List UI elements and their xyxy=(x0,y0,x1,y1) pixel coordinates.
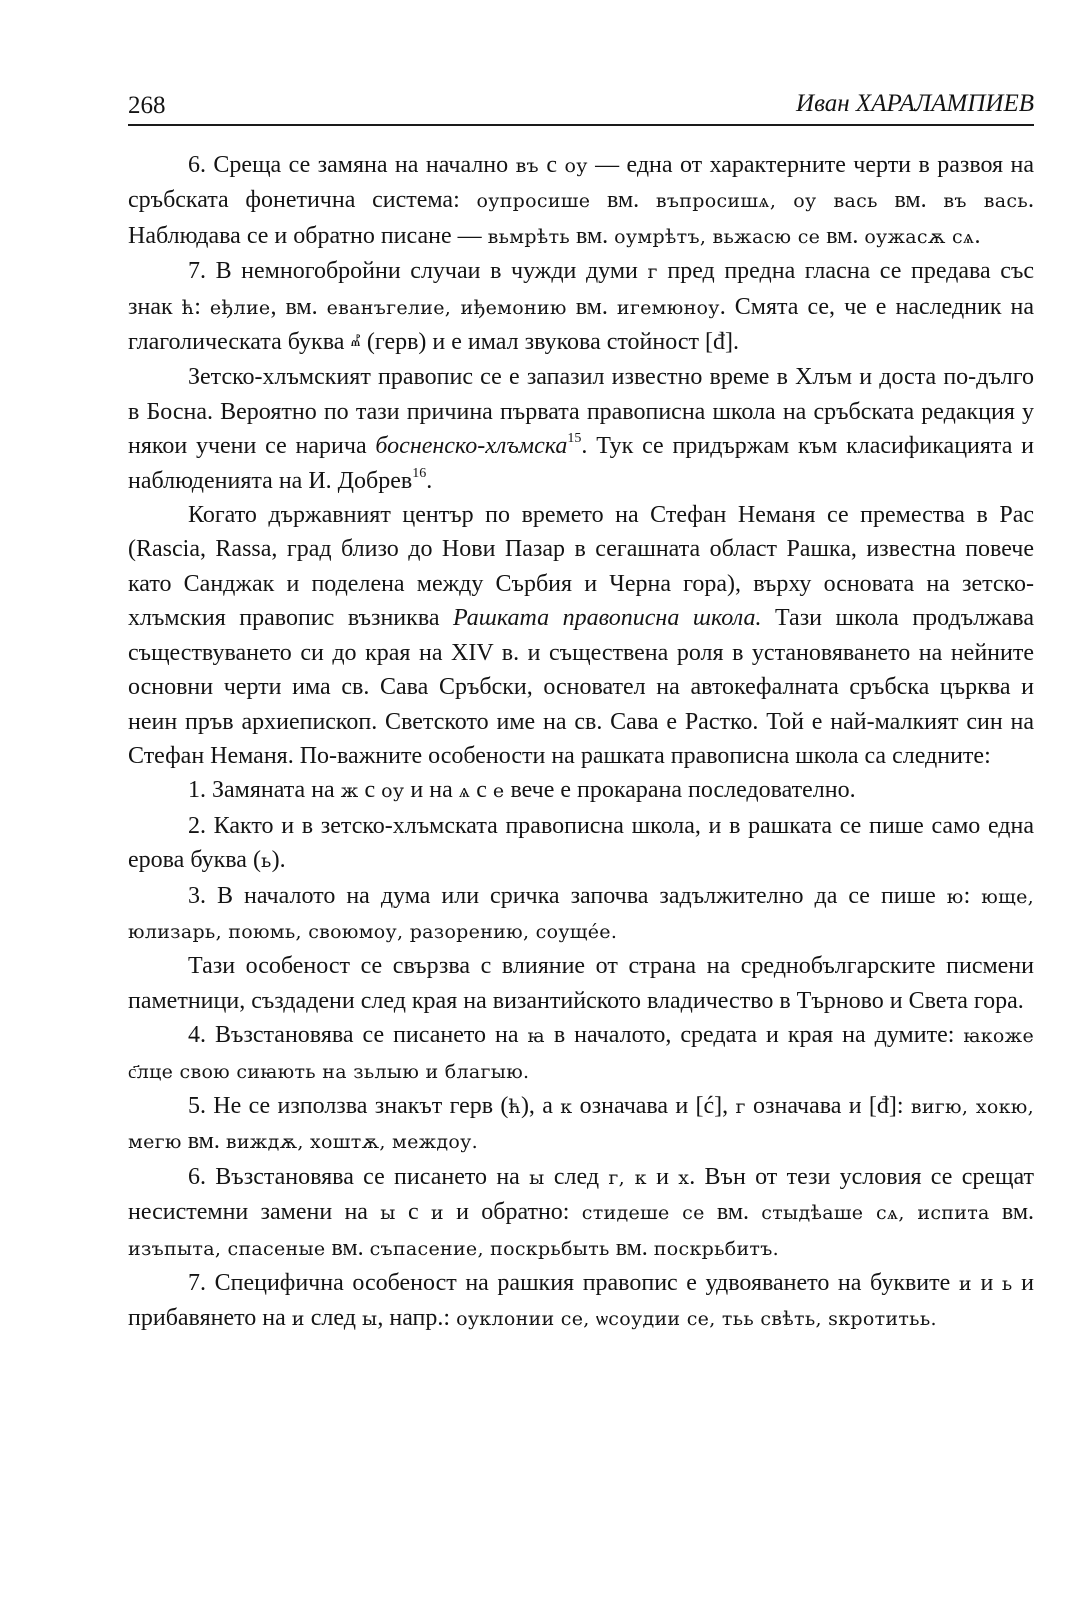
list-item: 2. Както и в зетско-хлъмската правописна школа, и в рашката се пише само една ерова буква (ь). xyxy=(128,812,1034,874)
paragraph: Тази особеност се свързва с влияние от страна на среднобългарските писмени паметници, създадени след края на византийското владичество в Търново и Света гора. xyxy=(128,953,1034,1014)
paragraph: 7. В немногобройни случаи в чужди думи г пред предна гласна се предава със знак ћ: еђлие, вм. еванъгелие, иђемонию вм. игемюноу. Смята се, че е наследник на глаголическата буква ⰼ (герв) и е имал звукова стойност [đ]. xyxy=(128,258,1035,356)
body-text xyxy=(128,148,1034,1337)
list-item: 1. Замяната на ж с оу и на ѧ с е вече е прокарана последователно. xyxy=(188,777,856,804)
list-item: 7. Специфична особеност на рашкия правопис е удвояването на буквите и и ь и прибавянето на и след ы, напр.: оуклонии се, ѡсоудии се, тьь свѣть, ѕкротитьь. xyxy=(128,1270,1035,1332)
list-item: 4. Възстановява се писането на ꙗ в началото, средата и края на думите: ꙗкоже с҃лце свою сиꙗють на зьлыю и благыю. xyxy=(128,1022,1034,1083)
running-head-author: Иван ХАРАЛАМПИЕВ xyxy=(796,90,1034,117)
footnote-ref: 16 xyxy=(412,465,427,481)
list-item: 3. В началото на дума или сричка започва задължително да се пише ю: юще, юлизарь, поюмь, своюмоу, разорению, соуще́е. xyxy=(128,882,1034,943)
paragraph: Когато държавният център по времето на Стефан Неманя се премества в Рас (Rascia, Rassa, град близо до Нови Пазар в сегашната област Рашка, известна повече като Санджак и поделена между Сърбия и Черна гора), върху основата на зетско-хлъмския правопис възниква Рашката правописна школа. Тази школа продължава съществуването си до края на XIV в. и съществена роля в установяването на нейните основни черти има св. Сава Сръбски, основател на автокефалната сръбска църква и неин пръв архиепископ. Светското име на св. Сава е Растко. Той е най-малкият син на Стефан Неманя. По-важните особености на рашката правописна школа са следните: xyxy=(128,502,1034,769)
paragraph: Зетско-хлъмският правопис се е запазил известно време в Хлъм и доста по-дълго в Босна. Вероятно по тази причина първата правописна школа на сръбската редакция у някои учени се нарича босненско-хлъмска$^{15}$. Тук се придържам към класификацията и наблюденията на И. Добрев$^{16}$. xyxy=(128,364,1034,494)
list-item: 5. Не се използва знакът герв (ћ), а к означава и [ć], г означава и [đ]: вигю, хокю, мегю вм. виждѫ, хоштѫ, междоу. xyxy=(128,1092,1034,1155)
paragraph: 6. Среща се замяна на начално въ с оу — една от характерните черти в развоя на сръбската фонетична система: оупросише вм. въпросишѧ, оу вась вм. въ вась. Наблюдава се и обратно писане — вьмрѣть вм. оумрѣтъ, вьжасю се вм. оужасѫ сѧ. xyxy=(128,152,1035,249)
footnote-ref: 15 xyxy=(567,431,582,447)
list-item: 6. Възстановява се писането на ы след г, к и х. Вън от тези условия се срещат несистемни замени на ы с и и обратно: стидеше се вм. стыдѣаше сѧ, испита вм. изъпыта, спасеные вм. съпасение, поскрьбыть вм. поскрьбитъ. xyxy=(128,1163,1035,1261)
page-number: 268 xyxy=(128,92,166,119)
running-header xyxy=(128,88,1034,126)
